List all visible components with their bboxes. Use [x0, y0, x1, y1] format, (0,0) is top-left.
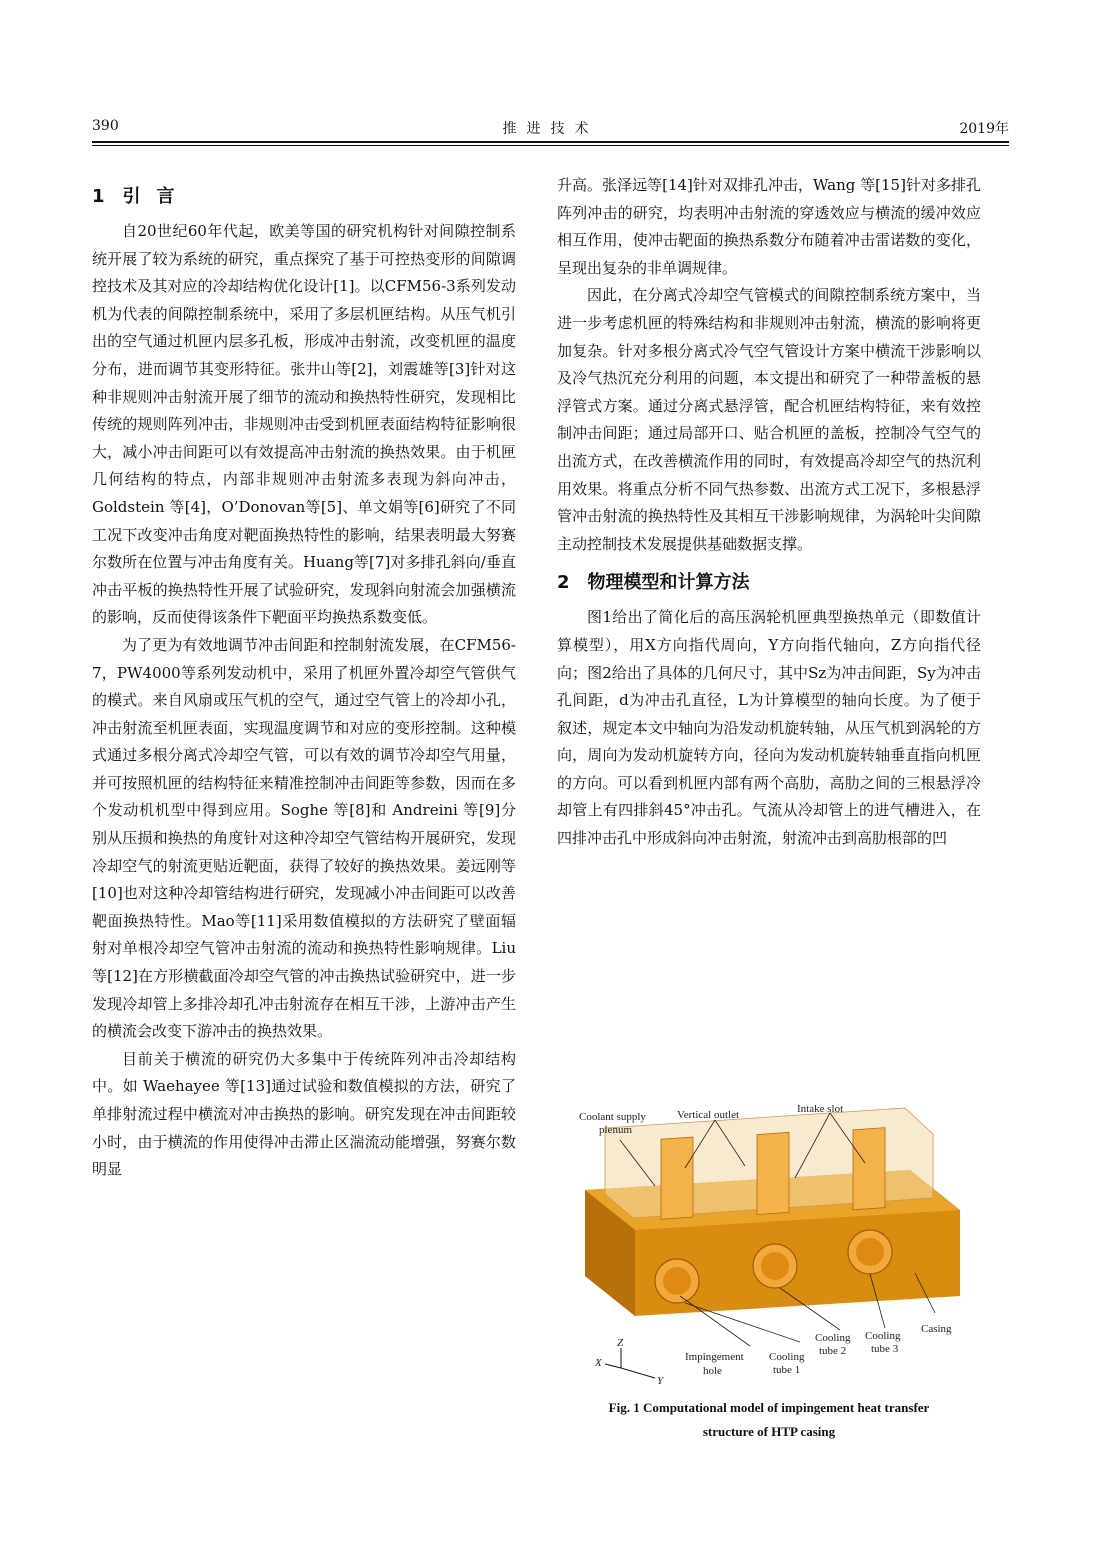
figure-caption: [557, 1396, 981, 1444]
journal-name: 推进技术: [502, 121, 599, 137]
tube-1-bore: [663, 1267, 691, 1295]
label-tube-2: tube 2: [819, 1345, 847, 1357]
paragraph-continued: 升高。张泽远等[14]针对双排孔冲击，Wang 等[15]针对多排孔阵列冲击的研究，均表明冲击射流的穿透效应与横流的缓冲效应相互作用，使冲击靶面的换热系数分布随着冲击雷诺数的变化，呈现出复杂的非单调规律。: [557, 176, 981, 277]
label-cooling-2: Cooling: [815, 1332, 851, 1344]
section-title: 物理模型和计算方法: [587, 572, 750, 594]
axis-triad: [605, 1348, 655, 1378]
computational-model-diagram: [565, 1098, 980, 1398]
section-heading-intro: [92, 184, 516, 210]
tube-3-bore: [856, 1238, 884, 1266]
page-number: 390: [92, 118, 119, 134]
label-coolant-supply: Coolant supply: [579, 1111, 646, 1123]
caption-line-1: Fig. 1 Computational model of impingement heat transfer: [608, 1400, 930, 1415]
section-number: 2: [557, 572, 570, 594]
tube-body-1: [661, 1137, 693, 1219]
header-rule-thick: [92, 141, 1009, 143]
paragraph: 为了更为有效地调节冲击间距和控制射流发展，在CFM56-7，PW4000等系列发动机中，采用了机匣外置冷却空气管供气的模式。来自风扇或压气机的空气，通过空气管上的冷却小孔，冲击射流至机匣表面，实现温度调节和对应的变形控制。这种模式通过多根分离式冷却空气管，可以有效的调节冷却空气用量，并可按照机匣的结构特征来精准控制冲击间距等参数，因而在多个发动机机型中得到应用。Soghe 等[8]和 Andreini 等[9]分别从压损和换热的角度针对这种冷却空气管结构开展研究，发现冷却空气的射流更贴近靶面，获得了较好的换热效果。姜远刚等[10]也对这种冷却管结构进行研究，发现减小冲击间距可以改善靶面换热特性。Mao等[11]采用数值模拟的方法研究了壁面辐射对单根冷却空气管冲击射流的流动和换热特性影响规律。Liu 等[12]在方形横截面冷却空气管的冲击换热试验研究中，进一步发现冷却管上多排冷却孔冲击射流存在相互干涉，上游冲击产生的横流会改变下游冲击的换热效果。: [92, 635, 516, 1041]
label-tube-1: tube 1: [773, 1364, 801, 1376]
label-plenum: plenum: [599, 1124, 632, 1136]
right-column: [557, 172, 981, 853]
label-impingement: Impingement: [685, 1351, 744, 1363]
paragraph: 因此，在分离式冷却空气管模式的间隙控制系统方案中，当进一步考虑机匣的特殊结构和非规则冲击射流，横流的影响将更加复杂。针对多根分离式冷气空气管设计方案中横流干涉影响以及冷气热沉充分利用的问题，本文提出和研究了一种带盖板的悬浮管式方案。通过分离式悬浮管，配合机匣结构特征，来有效控制冲击间距；通过局部开口、贴合机匣的盖板，控制冷气空气的出流方式，在改善横流作用的同时，有效提高冷却空气的热沉利用效果。将重点分析不同气热参数、出流方式工况下，多根悬浮管冲击射流的换热特性及其相互干涉影响规律，为涡轮叶尖间隙主动控制技术发展提供基础数据支撑。: [557, 286, 981, 553]
label-tube-3: tube 3: [871, 1343, 899, 1355]
paragraph: 图1给出了简化后的高压涡轮机匣典型换热单元（即数值计算模型），用X方向指代周向，Y方向指代轴向，Z方向指代径向；图2给出了具体的几何尺寸，其中Sz为冲击间距，Sy为冲击孔间距，d为冲击孔直径，L为计算模型的轴向长度。为了便于叙述，规定本文中轴向为沿发动机旋转轴，从压气机到涡轮的方向，周向为发动机旋转方向，径向为发动机旋转轴垂直指向机匣的方向。可以看到机匣内部有两个高肋，高肋之间的三根悬浮冷却管上有四排斜45°冲击孔。气流从冷却管上的进气槽进入，在四排冲击孔中形成斜向冲击射流，射流冲击到高肋根部的凹: [557, 608, 981, 848]
running-header: [92, 118, 1009, 140]
left-column: [92, 172, 516, 1184]
label-cooling-1: Cooling: [769, 1351, 805, 1363]
label-intake-slot: Intake slot: [797, 1103, 844, 1115]
header-rule-thin: [92, 145, 1009, 146]
axis-z-label: Z: [617, 1337, 624, 1349]
publication-year: 2019年: [959, 121, 1009, 137]
tube-body-2: [757, 1132, 789, 1214]
axis-x-label: X: [595, 1357, 602, 1369]
tube-body-3: [853, 1128, 885, 1210]
paragraph: 目前关于横流的研究仍大多集中于传统阵列冲击冷却结构中。如 Waehayee 等[13]通过试验和数值模拟的方法，研究了单排射流过程中横流对冲击换热的影响。研究发现在冲击间距较小时，由于横流的作用使得冲击滞止区湍流动能增强，努赛尔数明显: [92, 1049, 516, 1179]
section-number: 1: [92, 186, 105, 207]
paragraph: 自20世纪60年代起，欧美等国的研究机构针对间隙控制系统开展了较为系统的研究，重点探究了基于可控热变形的间隙调控技术及其对应的冷却结构优化设计[1]。以CFM56-3系列发动机为代表的间隙控制系统中，采用了多层机匣结构。从压气机引出的空气通过机匣内层多孔板，形成冲击射流，改变机匣的温度分布，进而调节其变形特征。张井山等[2]，刘震雄等[3]针对这种非规则冲击射流开展了细节的流动和换热特性研究，发现相比传统的规则阵列冲击，非规则冲击受到机匣表面结构特征影响很大，减小冲击间距可以有效提高冲击射流的换热效果。由于机匣几何结构的特点，内部非规则冲击射流多表现为斜向冲击，Goldstein 等[4]，O’Donovan等[5]、单文娟等[6]研究了不同工况下改变冲击角度对靶面换热特性的影响，结果表明最大努赛尔数所在位置与冲击角度有关。Huang等[7]对多排孔斜向/垂直冲击平板的换热特性开展了试验研究，发现斜向射流会加强横流的影响，反而使得该条件下靶面平均换热系数变低。: [92, 222, 516, 627]
section-title: 引言: [122, 186, 191, 207]
axis-y-label: Y: [657, 1375, 664, 1387]
tube-2-bore: [761, 1252, 789, 1280]
caption-line-2: structure of HTP casing: [702, 1424, 836, 1439]
label-cooling-3: Cooling: [865, 1330, 901, 1342]
figure-1: [565, 1098, 980, 1398]
label-vertical-outlet: Vertical outlet: [677, 1109, 740, 1121]
section-heading-model: [557, 570, 981, 596]
label-hole: hole: [703, 1365, 722, 1377]
label-casing: Casing: [921, 1323, 952, 1335]
